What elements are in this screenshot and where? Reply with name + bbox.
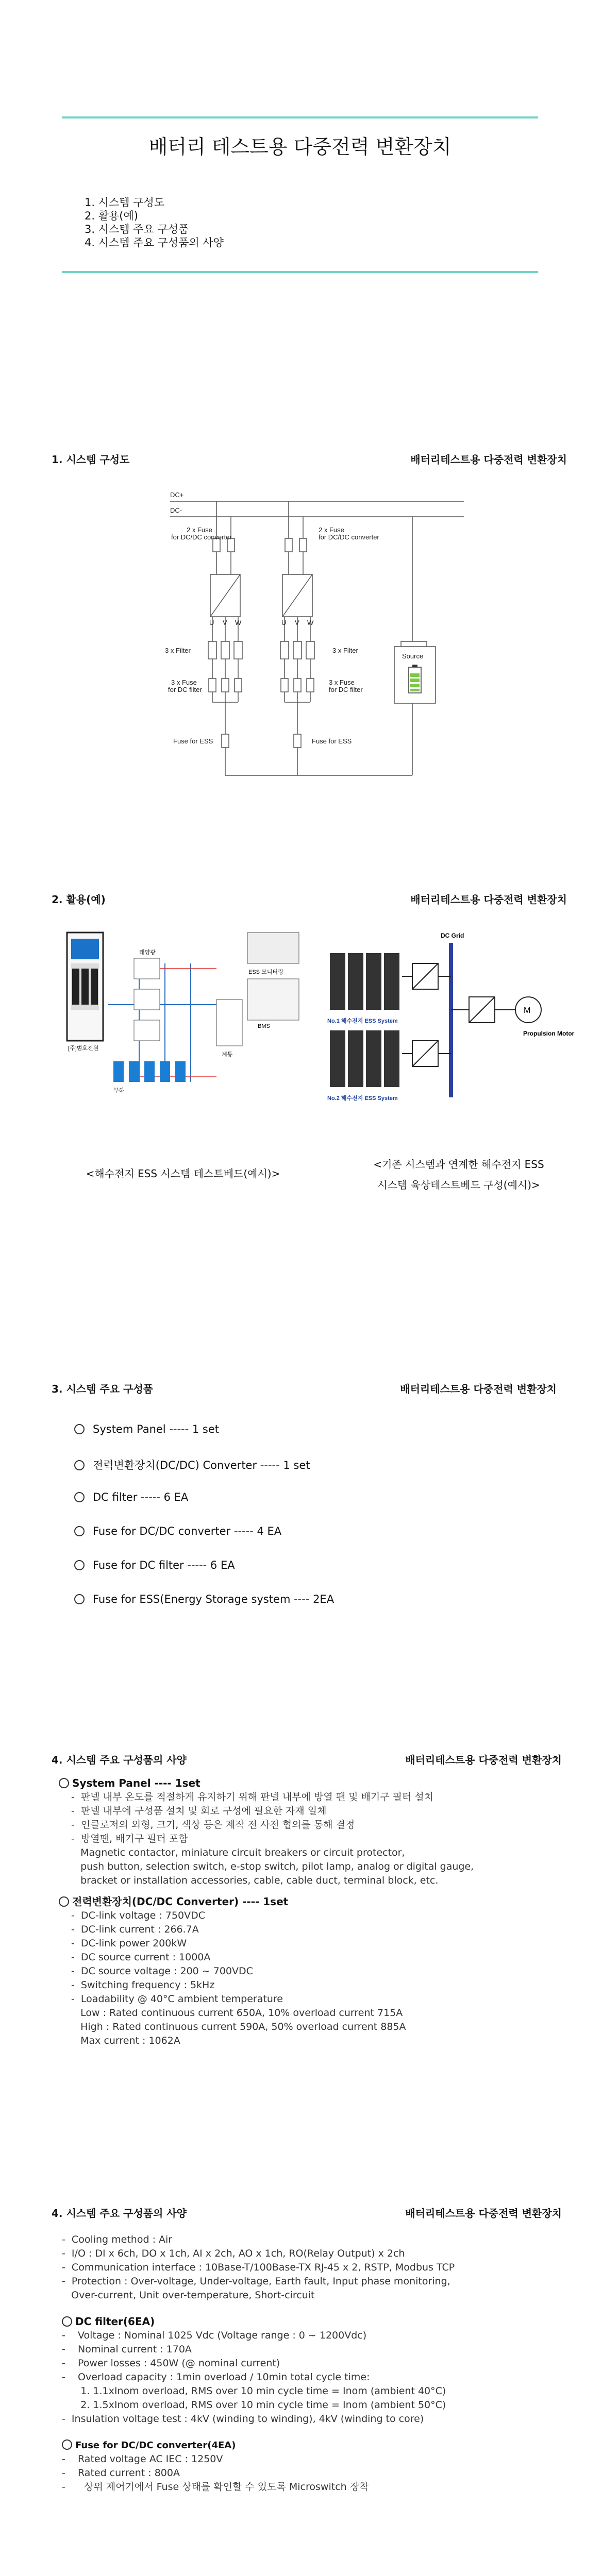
list-item [74, 1423, 334, 1457]
spec-line: 2. 1.5xInom overload, RMS over 10 min cycle time = Inom (ambient 50°C) [62, 2399, 446, 2411]
fuse-dcdc-left-label: 2 x Fuse [187, 526, 212, 534]
section-4a-title: 4. 시스템 주요 구성품의 사양 [52, 1754, 187, 1766]
spec-lines [71, 1790, 574, 1888]
list-item-text: DC filter ----- 6 EA [93, 1491, 189, 1503]
onshore-testbed-image [320, 927, 588, 1144]
right-v: V [295, 619, 299, 626]
fuse-dcdc-right-label: 2 x Fuse [319, 526, 344, 534]
spec-lines [62, 2329, 577, 2426]
list-item-text: Fuse for DC filter ----- 6 EA [93, 1559, 235, 1571]
source-label: Source [402, 652, 424, 660]
cover-top-rule [62, 116, 538, 118]
spec-heading: DC filter(6EA) [62, 2315, 577, 2329]
section-3-title: 3. 시스템 주요 구성품 [52, 1383, 153, 1395]
circle-bullet-icon [74, 1594, 85, 1604]
circle-bullet-icon [74, 1460, 85, 1470]
spec-line: - Protection : Over-voltage, Under-voltage, Earth fault, Input phase monitoring, [62, 2276, 450, 2287]
ess1-label: No.1 해수전지 ESS System [327, 1018, 398, 1024]
spec-heading: 전력변환장치(DC/DC Converter) ---- 1set [59, 1895, 574, 1909]
spec-line: push button, selection switch, e-stop switch, pilot lamp, analog or digital gauge, [71, 1861, 474, 1872]
components-list [74, 1423, 334, 1627]
list-item-text: System Panel ----- 1 set [93, 1423, 220, 1435]
spec-heading: Fuse for DC/DC converter(4EA) [62, 2438, 577, 2452]
fuse-dc-right-sub: for DC filter [329, 686, 363, 693]
onshore-caption-line: 시스템 육상테스트베드 구성(예시)> [377, 1179, 540, 1191]
dc-plus-label: DC+ [170, 491, 184, 499]
circle-bullet-icon [74, 1560, 85, 1570]
spec-line: - 방열팬, 배기구 필터 포함 [71, 1833, 188, 1844]
filter-left-label: 3 x Filter [165, 647, 191, 654]
spec-line: - DC-link power 200kW [71, 1938, 187, 1949]
spec-line: Over-current, Unit over-temperature, Short-circuit [62, 2290, 315, 2301]
spec-line: - Rated current : 800A [62, 2467, 180, 2479]
spec-lines [62, 2233, 577, 2302]
spec-line: - Nominal current : 170A [62, 2344, 192, 2355]
document-title: 배터리 테스트용 다중전력 변환장치 [148, 135, 452, 158]
right-w: W [307, 619, 314, 626]
spec-line: Magnetic contactor, miniature circuit breakers or circuit protector, [71, 1847, 405, 1858]
section-1-header: 배터리테스트용 다중전력 변환장치 [410, 453, 567, 466]
spec-line: High : Rated continuous current 590A, 50% overload current 885A [71, 2021, 406, 2032]
section-3-header: 배터리테스트용 다중전력 변환장치 [400, 1383, 557, 1395]
list-item [74, 1457, 334, 1491]
spec-line: - 판넬 내부 온도를 적절하게 유지하기 위해 판넬 내부에 방열 팬 및 배기구 필터 설치 [71, 1791, 434, 1803]
toc-item: 3. 시스템 주요 구성품 [85, 223, 189, 235]
spec-line: 1. 1.1xInom overload, RMS over 10 min cycle time = Inom (ambient 40°C) [62, 2385, 446, 2397]
load-label: 부하 [113, 1088, 125, 1094]
fuse-ess-left-label: Fuse for ESS [173, 737, 213, 745]
spec-line: - DC-link current : 266.7A [71, 1924, 199, 1935]
spec-heading: System Panel ---- 1set [59, 1776, 574, 1790]
spec-lines [71, 1909, 574, 2048]
list-item [74, 1525, 334, 1559]
circle-bullet-icon [74, 1526, 85, 1536]
circle-bullet-icon [59, 1896, 69, 1907]
list-item-text: 전력변환장치(DC/DC) Converter ----- 1 set [93, 1459, 310, 1471]
list-item-text: Fuse for ESS(Energy Storage system ---- 2EA [93, 1593, 335, 1605]
panel-caption: [주]범호전원 [68, 1045, 99, 1052]
system-diagram [155, 487, 474, 796]
spec-line: - Loadability @ 40°C ambient temperature [71, 1993, 283, 2005]
pv-label: 태양광 [139, 950, 156, 956]
converter-spec-continued [62, 2233, 577, 2494]
spec-line: - Voltage : Nominal 1025 Vdc (Voltage range : 0 ~ 1200Vdc) [62, 2330, 367, 2341]
propulsion-motor-label: Propulsion Motor [523, 1030, 575, 1037]
circle-bullet-icon [74, 1424, 85, 1434]
spec-line: - I/O : DI x 6ch, DO x 1ch, AI x 2ch, AO x 1ch, RO(Relay Output) x 2ch [62, 2248, 405, 2259]
spec-line: Low : Rated continuous current 650A, 10% overload current 715A [71, 2007, 403, 2019]
table-of-contents [85, 196, 224, 249]
right-u: U [281, 619, 287, 626]
toc-item: 4. 시스템 주요 구성품의 사양 [85, 236, 224, 249]
testbed-caption: <해수전지 ESS 시스템 테스트베드(예시)> [86, 1167, 280, 1180]
spec-lines [62, 2452, 577, 2494]
circle-bullet-icon [59, 1778, 69, 1788]
spec-line: - Power losses : 450W (@ nominal current) [62, 2358, 280, 2369]
spec-line: bracket or installation accessories, cable, cable duct, terminal block, etc. [71, 1875, 439, 1886]
onshore-caption-line: <기존 시스템과 연계한 해수전지 ESS [373, 1158, 544, 1171]
spec-line: - Communication interface : 10Base-T/100Base-TX RJ-45 x 2, RSTP, Modbus TCP [62, 2262, 455, 2273]
testbed-image [62, 927, 304, 1159]
fuse-dcdc-left-sub: for DC/DC converter [171, 533, 232, 541]
ess2-label: No.2 해수전지 ESS System [327, 1095, 398, 1101]
toc-item: 1. 시스템 구성도 [85, 196, 165, 209]
section-4b-title: 4. 시스템 주요 구성품의 사양 [52, 2207, 187, 2219]
spec-line: - 인클로저의 외형, 크기, 색상 등은 제작 전 사전 협의를 통해 결정 [71, 1819, 355, 1831]
dc-grid-label: DC Grid [441, 932, 464, 939]
fuse-dc-right-label: 3 x Fuse [329, 679, 355, 686]
list-item-text: Fuse for DC/DC converter ----- 4 EA [93, 1525, 282, 1537]
spec-line: - DC-link voltage : 750VDC [71, 1910, 205, 1921]
fuse-dcdc-right-sub: for DC/DC converter [319, 533, 379, 541]
circle-bullet-icon [62, 2439, 72, 2450]
circle-bullet-icon [74, 1492, 85, 1502]
spec-line: Max current : 1062A [71, 2035, 180, 2046]
spec-line: - DC source voltage : 200 ~ 700VDC [71, 1965, 253, 1977]
spec-line: - Switching frequency : 5kHz [71, 1979, 215, 1991]
list-item [74, 1559, 334, 1593]
left-v: V [223, 619, 227, 626]
bms-label: BMS [258, 1023, 270, 1029]
filter-right-label: 3 x Filter [332, 647, 358, 654]
fuse-dc-left-label: 3 x Fuse [171, 679, 197, 686]
system-panel-spec [59, 1776, 574, 2048]
spec-line: - Overload capacity : 1min overload / 10min total cycle time: [62, 2371, 370, 2383]
battery-icon [409, 665, 421, 693]
spec-line: - Rated voltage AC IEC : 1250V [62, 2453, 223, 2465]
section-4b-header: 배터리테스트용 다중전력 변환장치 [405, 2207, 562, 2219]
list-item [74, 1593, 334, 1627]
section-2-header: 배터리테스트용 다중전력 변환장치 [410, 893, 567, 906]
cover-bottom-rule [62, 271, 538, 273]
section-1-title: 1. 시스템 구성도 [52, 453, 130, 466]
spec-line: - Cooling method : Air [62, 2234, 173, 2245]
grid-label: 계통 [222, 1052, 233, 1058]
dc-minus-label: DC- [170, 506, 182, 514]
fuse-ess-right-label: Fuse for ESS [312, 737, 352, 745]
circle-bullet-icon [62, 2316, 72, 2327]
onshore-caption [330, 1154, 588, 1195]
list-item [74, 1491, 334, 1525]
spec-line: - DC source current : 1000A [71, 1952, 211, 1963]
fuse-dc-left-sub: for DC filter [168, 686, 202, 693]
spec-line: - 판넬 내부에 구성품 설치 및 회로 구성에 필요한 자재 일체 [71, 1805, 327, 1817]
spec-line: - Insulation voltage test : 4kV (winding to winding), 4kV (winding to core) [62, 2413, 424, 2425]
section-4a-header: 배터리테스트용 다중전력 변환장치 [405, 1754, 562, 1766]
monitor-label: ESS 모니터링 [248, 969, 283, 975]
motor-label: M [524, 1006, 531, 1015]
left-w: W [235, 619, 242, 626]
spec-line: - 상위 제어기에서 Fuse 상태를 확인할 수 있도록 Microswitch 장착 [62, 2481, 369, 2493]
left-u: U [209, 619, 214, 626]
toc-item: 2. 활용(예) [85, 210, 138, 222]
section-2-title: 2. 활용(예) [52, 893, 106, 906]
